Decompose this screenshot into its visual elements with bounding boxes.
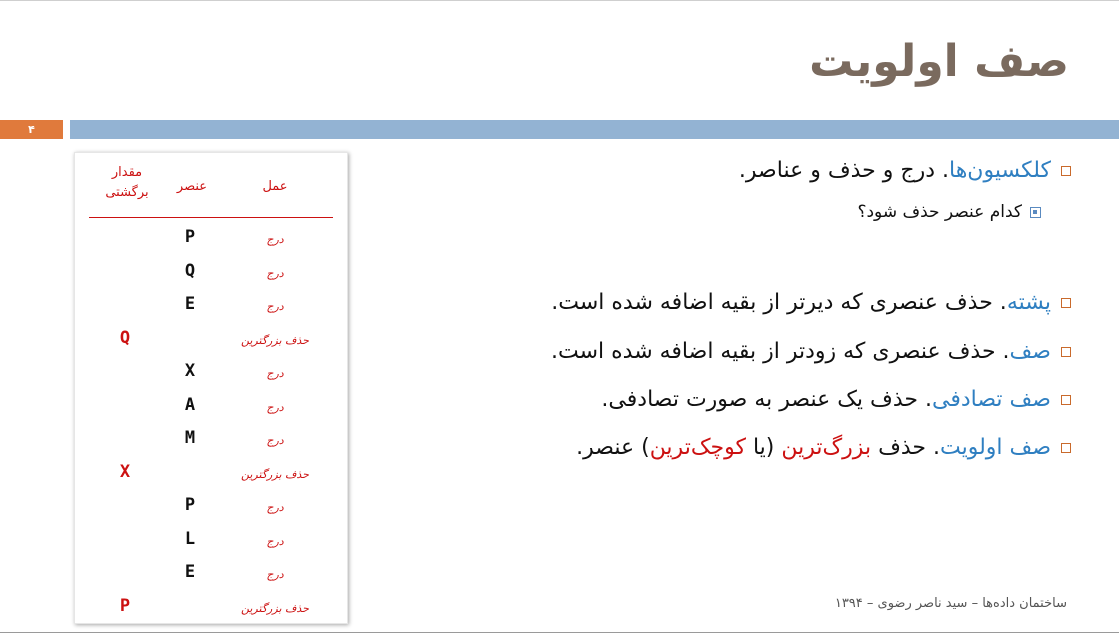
table-row [75, 458, 347, 491]
return-value-cell: P [119, 595, 131, 616]
header-return-value-line1: مقدار [111, 165, 143, 180]
operation-cell: درج [266, 501, 284, 514]
bullet-square-icon [1061, 395, 1071, 405]
slide-footer: ساختمان داده‌ها – سید ناصر رضوی – ۱۳۹۴ [834, 596, 1067, 611]
bullet-text [576, 435, 1051, 460]
table-row [75, 324, 347, 357]
operation-cell: حذف بزرگترین [241, 467, 309, 481]
bullet-rest: . حذف عنصری که دیرتر از بقیه اضافه شده است. [551, 290, 1007, 315]
header-element: عنصر [176, 179, 208, 194]
operation-cell: حذف بزرگترین [241, 601, 309, 615]
term-random-queue: صف تصادفی [931, 387, 1051, 412]
header-return-value-line2: برگشتی [105, 185, 149, 200]
bullet-priority-queue [576, 435, 1071, 460]
element-cell: E [184, 562, 196, 582]
header-return-value [97, 163, 157, 203]
bullet-stack [551, 290, 1071, 315]
bullet-part2: (یا [745, 435, 782, 460]
slide-number-tab [0, 120, 63, 139]
table-row [75, 223, 347, 256]
slide-title: صف اولویت [809, 36, 1069, 87]
term-priority-queue: صف اولویت [940, 435, 1051, 460]
bullet-random-queue [601, 387, 1071, 412]
bullet-rest: . حذف یک عنصر به صورت تصادفی. [601, 387, 932, 412]
table-header [75, 153, 347, 217]
element-cell: A [184, 394, 196, 415]
header-operation: عمل [262, 179, 288, 194]
element-cell: M [184, 428, 196, 448]
element-cell: L [184, 528, 196, 549]
bullet-rest: . حذف عنصری که زودتر از بقیه اضافه شده است. [550, 339, 1010, 364]
sub-bullet-which-element [857, 202, 1041, 222]
table-row [75, 290, 347, 323]
operation-cell: درج [266, 434, 284, 447]
bullet-text [739, 158, 1051, 183]
top-divider [0, 0, 1119, 1]
priority-queue-trace-table [74, 152, 348, 624]
bullet-square-icon [1061, 347, 1071, 357]
operation-cell: درج [266, 367, 284, 380]
term-queue: صف [1009, 339, 1051, 364]
element-cell: E [184, 294, 196, 314]
table-row [75, 558, 347, 591]
table-row [75, 257, 347, 290]
term-collections: کلکسیون‌ها [949, 158, 1051, 183]
element-cell: P [184, 227, 196, 247]
bullet-text [601, 387, 1051, 412]
sub-bullet-text: کدام عنصر حذف شود؟ [857, 202, 1022, 222]
header-underline [89, 217, 333, 218]
bullet-part1: . حذف [871, 435, 941, 460]
operation-cell: درج [266, 568, 284, 581]
table-row [75, 525, 347, 558]
table-row [75, 592, 347, 625]
operation-cell: درج [266, 400, 284, 414]
bullet-text [551, 290, 1051, 315]
element-cell: X [184, 361, 196, 381]
return-value-cell: Q [119, 327, 131, 348]
bottom-divider [0, 632, 1119, 633]
term-stack: پشته [1006, 290, 1051, 315]
table-row [75, 424, 347, 457]
element-cell: Q [184, 260, 196, 281]
term-smallest: کوچک‌ترین [649, 435, 746, 460]
table-row [75, 357, 347, 390]
table-row [75, 391, 347, 424]
operation-cell: درج [266, 233, 284, 246]
operation-cell: درج [266, 266, 284, 280]
bullet-square-icon [1061, 443, 1071, 453]
element-cell: P [184, 495, 196, 515]
header-band [70, 120, 1119, 139]
bullet-collections [739, 158, 1071, 183]
sub-bullet-square-icon [1030, 207, 1041, 218]
operation-cell: درج [266, 300, 284, 313]
operation-cell: حذف بزرگترین [241, 333, 309, 347]
bullet-square-icon [1061, 298, 1071, 308]
return-value-cell: X [119, 461, 131, 482]
bullet-square-icon [1061, 166, 1071, 176]
slide-number: ۴ [28, 123, 35, 136]
operation-cell: درج [266, 534, 284, 548]
bullet-queue [551, 339, 1071, 364]
bullet-text [551, 339, 1051, 364]
bullet-rest: . درج و حذف و عناصر. [738, 158, 949, 183]
term-largest: بزرگ‌ترین [781, 435, 872, 460]
bullet-part3: ) عنصر. [576, 435, 650, 460]
table-row [75, 491, 347, 524]
